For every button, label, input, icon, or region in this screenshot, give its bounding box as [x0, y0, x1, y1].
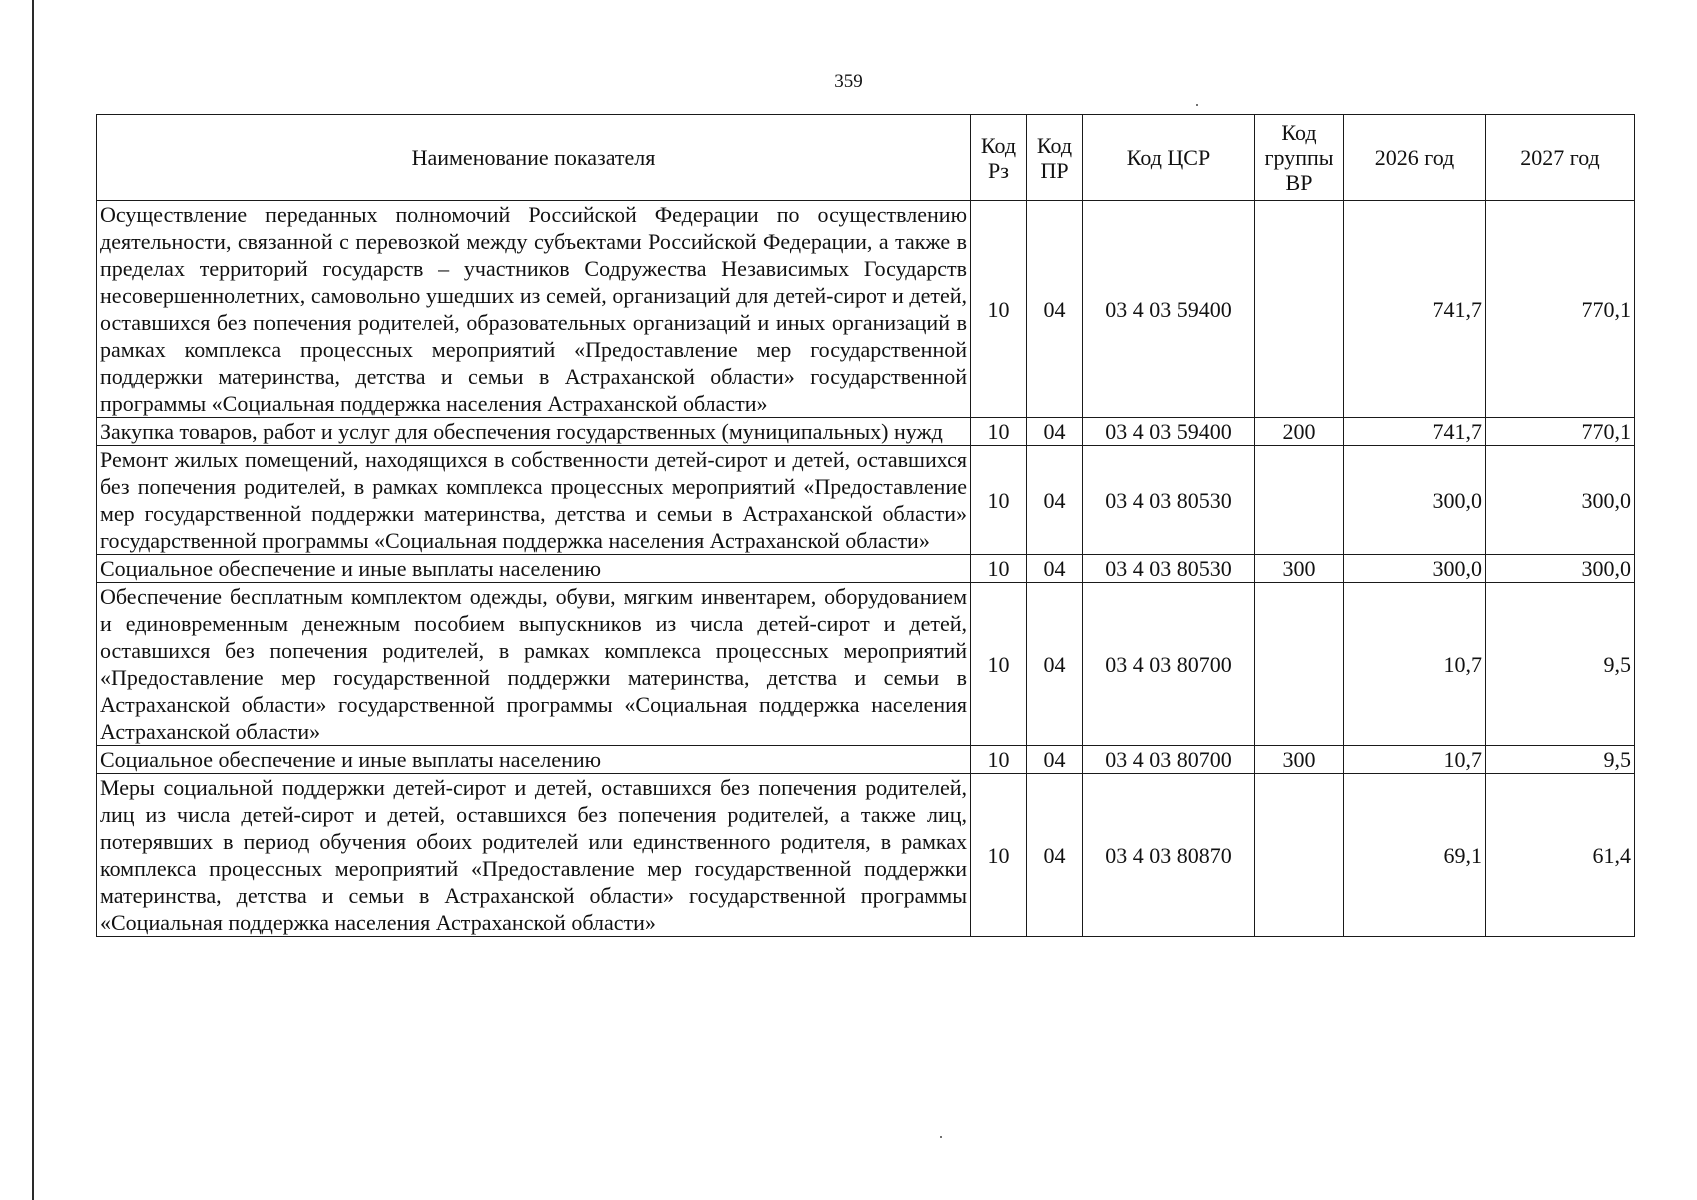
table-row [97, 446, 1635, 555]
row-value-2027: 770,1 [1486, 201, 1635, 418]
table-header [97, 115, 1635, 201]
row-value-2027: 300,0 [1486, 446, 1635, 555]
row-code-csr: 03 4 03 59400 [1083, 418, 1255, 446]
row-code-csr: 03 4 03 80700 [1083, 746, 1255, 774]
row-code-csr: 03 4 03 59400 [1083, 201, 1255, 418]
table-row [97, 583, 1635, 746]
row-value-2026: 741,7 [1344, 418, 1486, 446]
table-row [97, 201, 1635, 418]
table-row [97, 555, 1635, 583]
row-code-vr: 300 [1255, 746, 1344, 774]
row-code-rz: 10 [971, 201, 1027, 418]
row-code-csr: 03 4 03 80870 [1083, 774, 1255, 937]
row-name: Обеспечение бесплатным комплектом одежды, обуви, мягким инвентарем, оборудованием и единовременным денежным пособием выпускников из числа детей-сирот и детей, оставшихся без попечения родителей, в рамках комплекса процессных мероприятий «Предоставление мер государственной поддержки материнства, детства и семьи в Астраханской области» государственной программы «Социальная поддержка населения Астраханской области» [97, 583, 971, 746]
budget-table [96, 114, 1635, 937]
header-code-vr: Код группы ВР [1255, 115, 1344, 201]
page-number: 359 [834, 71, 863, 92]
row-code-csr: 03 4 03 80530 [1083, 446, 1255, 555]
header-code-csr: Код ЦСР [1083, 115, 1255, 201]
row-code-pr: 04 [1027, 583, 1083, 746]
row-code-rz: 10 [971, 446, 1027, 555]
row-code-pr: 04 [1027, 555, 1083, 583]
row-name: Социальное обеспечение и иные выплаты населению [97, 555, 971, 583]
table-row [97, 774, 1635, 937]
row-value-2027: 9,5 [1486, 746, 1635, 774]
header-year-2026: 2026 год [1344, 115, 1486, 201]
table-body [97, 201, 1635, 937]
row-code-vr [1255, 774, 1344, 937]
header-year-2027: 2027 год [1486, 115, 1635, 201]
row-value-2026: 300,0 [1344, 446, 1486, 555]
scan-speck [1196, 104, 1198, 106]
row-value-2026: 10,7 [1344, 746, 1486, 774]
row-value-2027: 9,5 [1486, 583, 1635, 746]
row-code-pr: 04 [1027, 201, 1083, 418]
row-code-csr: 03 4 03 80530 [1083, 555, 1255, 583]
table-row [97, 746, 1635, 774]
row-code-pr: 04 [1027, 446, 1083, 555]
row-name: Осуществление переданных полномочий Российской Федерации по осуществлению деятельности, связанной с перевозкой между субъектами Российской Федерации, а также в пределах территорий государств – участников Содружества Независимых Государств несовершеннолетних, самовольно ушедших из семей, организаций для детей-сирот и детей, оставшихся без попечения родителей, образовательных организаций и иных организаций в рамках комплекса процессных мероприятий «Предоставление мер государственной поддержки материнства, детства и семьи в Астраханской области» государственной программы «Социальная поддержка населения Астраханской области» [97, 201, 971, 418]
row-value-2027: 300,0 [1486, 555, 1635, 583]
header-row [97, 115, 1635, 201]
row-code-vr [1255, 583, 1344, 746]
row-name: Меры социальной поддержки детей-сирот и детей, оставшихся без попечения родителей, лиц из числа детей-сирот и детей, оставшихся без попечения родителей, а также лиц, потерявших в период обучения обоих родителей или единственного родителя, в рамках комплекса процессных мероприятий «Предоставление мер государственной поддержки материнства, детства и семьи в Астраханской области» государственной программы «Социальная поддержка населения Астраханской области» [97, 774, 971, 937]
table-row [97, 418, 1635, 446]
row-code-vr: 300 [1255, 555, 1344, 583]
row-code-rz: 10 [971, 555, 1027, 583]
row-code-pr: 04 [1027, 746, 1083, 774]
scan-speck [940, 1136, 942, 1138]
row-code-vr [1255, 201, 1344, 418]
row-value-2026: 300,0 [1344, 555, 1486, 583]
row-name: Социальное обеспечение и иные выплаты населению [97, 746, 971, 774]
header-code-pr: Код ПР [1027, 115, 1083, 201]
row-code-rz: 10 [971, 418, 1027, 446]
row-code-rz: 10 [971, 774, 1027, 937]
row-value-2027: 61,4 [1486, 774, 1635, 937]
binding-edge-line [32, 0, 34, 1200]
row-code-rz: 10 [971, 746, 1027, 774]
row-code-pr: 04 [1027, 418, 1083, 446]
row-code-pr: 04 [1027, 774, 1083, 937]
row-value-2026: 69,1 [1344, 774, 1486, 937]
row-value-2026: 741,7 [1344, 201, 1486, 418]
row-name: Ремонт жилых помещений, находящихся в собственности детей-сирот и детей, оставшихся без попечения родителей, в рамках комплекса процессных мероприятий «Предоставление мер государственной поддержки материнства, детства и семьи в Астраханской области» государственной программы «Социальная поддержка населения Астраханской области» [97, 446, 971, 555]
row-value-2027: 770,1 [1486, 418, 1635, 446]
row-name: Закупка товаров, работ и услуг для обеспечения государственных (муниципальных) нужд [97, 418, 971, 446]
row-code-rz: 10 [971, 583, 1027, 746]
header-code-rz: Код Рз [971, 115, 1027, 201]
row-code-csr: 03 4 03 80700 [1083, 583, 1255, 746]
row-value-2026: 10,7 [1344, 583, 1486, 746]
row-code-vr [1255, 446, 1344, 555]
row-code-vr: 200 [1255, 418, 1344, 446]
header-name: Наименование показателя [97, 115, 971, 201]
